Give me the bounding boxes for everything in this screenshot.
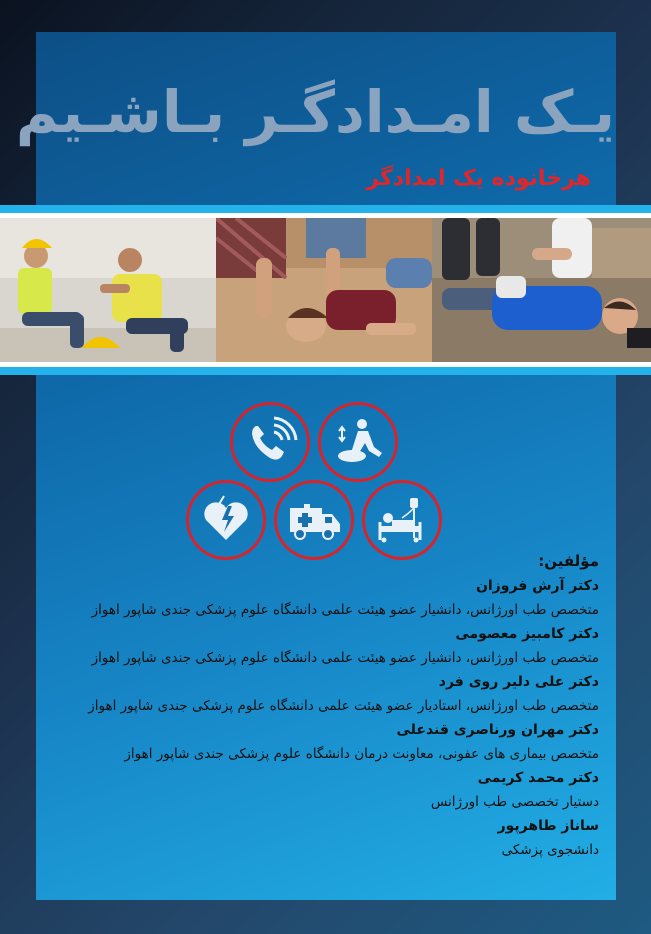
injured-worker-photo xyxy=(0,218,216,362)
author-name: دکتر محمد کریمی xyxy=(477,770,599,786)
top-stripe xyxy=(0,205,651,213)
photo-strip xyxy=(0,218,651,362)
author-name: دکتر آرش فروزان xyxy=(475,578,599,594)
author-role: دانشجوی پزشکی xyxy=(501,842,599,858)
author-name: دکتر مهران ورناصری قندعلی xyxy=(396,722,599,738)
author-role: متخصص طب اورژانس، دانشیار عضو هیئت علمی دانشگاه علوم پزشکی جندی شاپور اهواز xyxy=(91,650,599,666)
phone-icon xyxy=(230,402,310,482)
authors-heading: مؤلفین: xyxy=(538,552,599,570)
aed-cpr-photo xyxy=(432,218,651,362)
recovery-position-photo xyxy=(216,218,432,362)
author-role: متخصص طب اورژانس، استادیار عضو هیئت علمی دانشگاه علوم پزشکی جندی شاپور اهواز xyxy=(88,698,599,714)
cpr-icon xyxy=(318,402,398,482)
author-name: دکتر علی دلیر روی فرد xyxy=(438,674,599,690)
author-role: متخصص بیماری های عفونی، معاونت درمان دانشگاه علوم پزشکی جندی شاپور اهواز xyxy=(124,746,599,762)
author-role: متخصص طب اورژانس، دانشیار عضو هیئت علمی دانشگاه علوم پزشکی جندی شاپور اهواز xyxy=(91,602,599,618)
author-name: ساناز طاهرپور xyxy=(497,818,599,834)
ambulance-icon xyxy=(274,480,354,560)
cover-title: یـک امـدادگـر بـاشـیم xyxy=(15,78,615,146)
author-name: دکتر کامبیز معصومی xyxy=(455,626,599,642)
cover-subtitle: هرخانوده یک امدادگر xyxy=(366,166,591,191)
hospital-bed-icon xyxy=(362,480,442,560)
authors-section xyxy=(79,552,599,858)
defibrillator-heart-icon xyxy=(186,480,266,560)
author-role: دستیار تخصصی طب اورژانس xyxy=(430,794,599,810)
bottom-stripe xyxy=(0,367,651,375)
